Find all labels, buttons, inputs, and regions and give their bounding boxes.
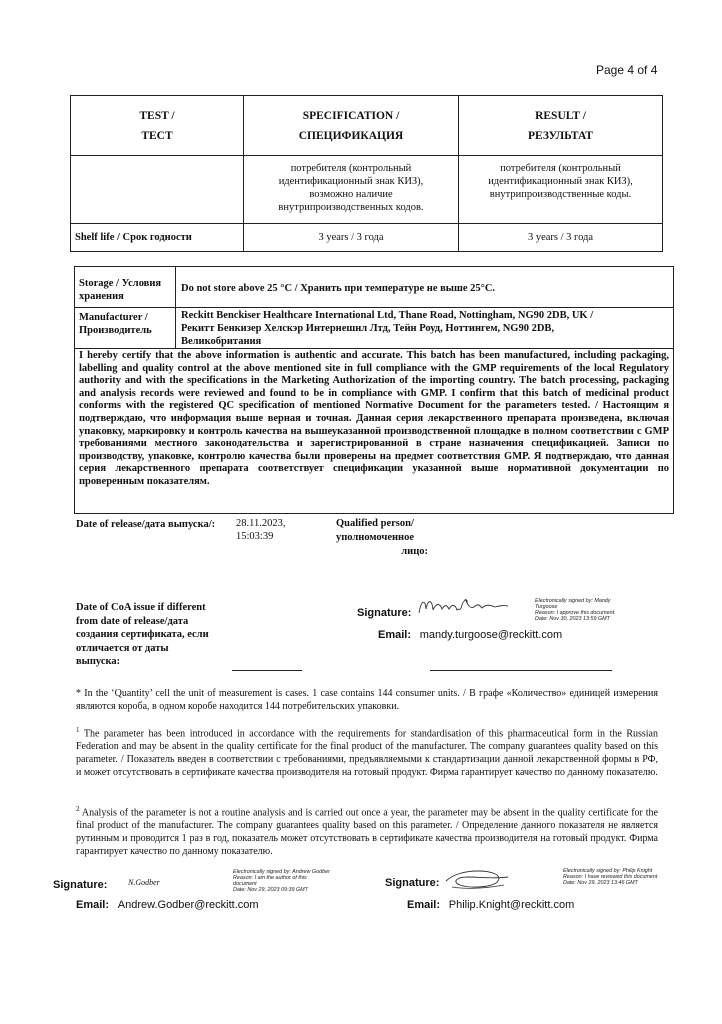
signature-line (430, 670, 612, 671)
header-result: RESULT / РЕЗУЛЬТАТ (459, 96, 663, 156)
mandy-email[interactable]: mandy.turgoose@reckitt.com (419, 629, 563, 641)
certification-statement: I hereby certify that the above information is authentic and accurate. This batch has been manufactured, including packaging, labelling and quality control at the above mentioned site in full compliance with the GMP requirements of the local Regulatory authority and with the specifications in the Marketing Authorization of the importing country. The batch processing, packaging and analysis records were reviewed and found to be in compliance with GMP. I confirm that this batch of medicinal product conforms with the registered QC specification of mentioned Normative Document for the parameters tested. / Настоящим я подтверждаю, что информация выше верная и точная. Данная серия лекарственного препарата произведена, включая упаковку, маркировку и контроль качества на вышеуказанной производственной площадке в полном соответствии с GMP требованиями местного законодательства и зарегистрированной в стране назначения спецификацией. Записи по производству, упаковке, контролю качества были проверены на предмет соответствия GMP. Я подтверждаю, что данная серия лекарственного препарата соответствует спецификации указанной выше нормативной документации по проверенным показателям. (79, 350, 669, 487)
release-date-label: Date of release/дата выпуска/: (76, 519, 216, 530)
footnote-1: $^1$ The parameter has been introduced in accordance with the requirements for standardisation of this pharmaceutical form in the Russian Federation and may be absent in the quality certificate for the final product of the manufacturer. The company guarantees quality based on this parameter. / Показатель введен в соответствии с требованиями, предъявляемыми к стандартизации данной лекарственной формы в РФ, и может отсутствовать в сертификате качества производителя на готовый продукт. Фирма гарантирует качество по данному показателю. (76, 726, 658, 779)
shelf-life-result: 3 years / 3 года (459, 224, 663, 252)
signature-label: Signature: (385, 877, 440, 889)
table-cell-spec: потребителя (контрольный идентификационный знак КИЗ), возможно наличие внутрипроизводственных кодов. (244, 156, 459, 224)
shelf-life-label: Shelf life / Срок годности (71, 224, 244, 252)
andrew-handwritten-signature: N.Godber (128, 878, 160, 887)
header-specification: SPECIFICATION / СПЕЦИФИКАЦИЯ (244, 96, 459, 156)
mandy-email-row (378, 629, 562, 641)
coa-date-line (232, 670, 302, 671)
row-divider (75, 307, 673, 308)
manufacturer-value: Reckitt Benckiser Healthcare International Ltd, Thane Road, Nottingham, NG90 2DB, UK / Рекитт Бенкизер Хелскэр Интернешнл Лтд, Тейн Роуд, Ноттингем, NG90 2DB, Великобритания (181, 310, 594, 347)
philip-handwritten-signature (442, 865, 514, 893)
manufacturer-label: Manufacturer / Производитель (79, 312, 152, 336)
qualified-person-label: Qualified person/ уполномоченное лицо: (336, 518, 428, 557)
andrew-email-row (76, 899, 259, 911)
header-test: TEST / ТЕСТ (71, 96, 244, 156)
signature-label: Signature: (53, 879, 108, 891)
table-header-row (71, 96, 663, 156)
signature-label: Signature: (357, 607, 412, 619)
email-label: Email: (76, 899, 110, 911)
table-row (71, 224, 663, 252)
table-row (71, 156, 663, 224)
test-spec-table (70, 95, 663, 252)
footnote-2: $^2$ Analysis of the parameter is not a routine analysis and is carried out once a year, the parameter may be absent in the quality certificate for the final product of the manufacturer. The company guarantees quality based on this parameter. / Определение данного показателя не является рутинным и проводится 1 раз в год, показатель может отсутствовать в сертификате качества производителя на готовый продукт. Фирма гарантирует качество по данному показателю. (76, 805, 658, 858)
page-number: Page 4 of 4 (596, 63, 658, 77)
mandy-handwritten-signature (416, 595, 516, 617)
footnote-quantity: * In the ‘Quantity’ cell the unit of measurement is cases. 1 case contains 144 consumer units. / В графе «Количество» единицей измерения являются короба, в одном коробе находится 144 потребительских упаковки. (76, 688, 658, 712)
andrew-esign-stamp: Electronically signed by: Andrew Godber Reason: I am the author of this document Date: Nov 29, 2023 09:39 GMT (233, 869, 330, 893)
row-divider (75, 348, 673, 349)
philip-email-row (407, 899, 574, 911)
storage-value: Do not store above 25 °C / Хранить при температуре не выше 25°C. (181, 283, 496, 294)
mandy-esign-stamp: Electronically signed by: Mandy Turgoose Reason: I approve this document. Date: Nov 30, 2023 13:59 GMT (535, 598, 616, 622)
email-label: Email: (378, 629, 412, 641)
philip-esign-stamp: Electronically signed by: Philip Knight Reason: I have reviewed this document Date: Nov 29, 2023 13:46 GMT (563, 868, 658, 886)
table-cell-result: потребителя (контрольный идентификационный знак КИЗ), внутрипроизводственные коды. (459, 156, 663, 224)
table-cell-test (71, 156, 244, 224)
coa-issue-label: Date of CoA issue if different from date of release/дата создания сертификата, если отличается от даты выпуска: (76, 602, 209, 667)
release-date-value: 28.11.2023, 15:03:39 (236, 518, 286, 542)
philip-email[interactable]: Philip.Knight@reckitt.com (448, 899, 575, 911)
andrew-email[interactable]: Andrew.Godber@reckitt.com (117, 899, 259, 911)
email-label: Email: (407, 899, 441, 911)
shelf-life-spec: 3 years / 3 года (244, 224, 459, 252)
storage-label: Storage / Условия хранения (79, 278, 162, 302)
certification-box (74, 266, 674, 514)
